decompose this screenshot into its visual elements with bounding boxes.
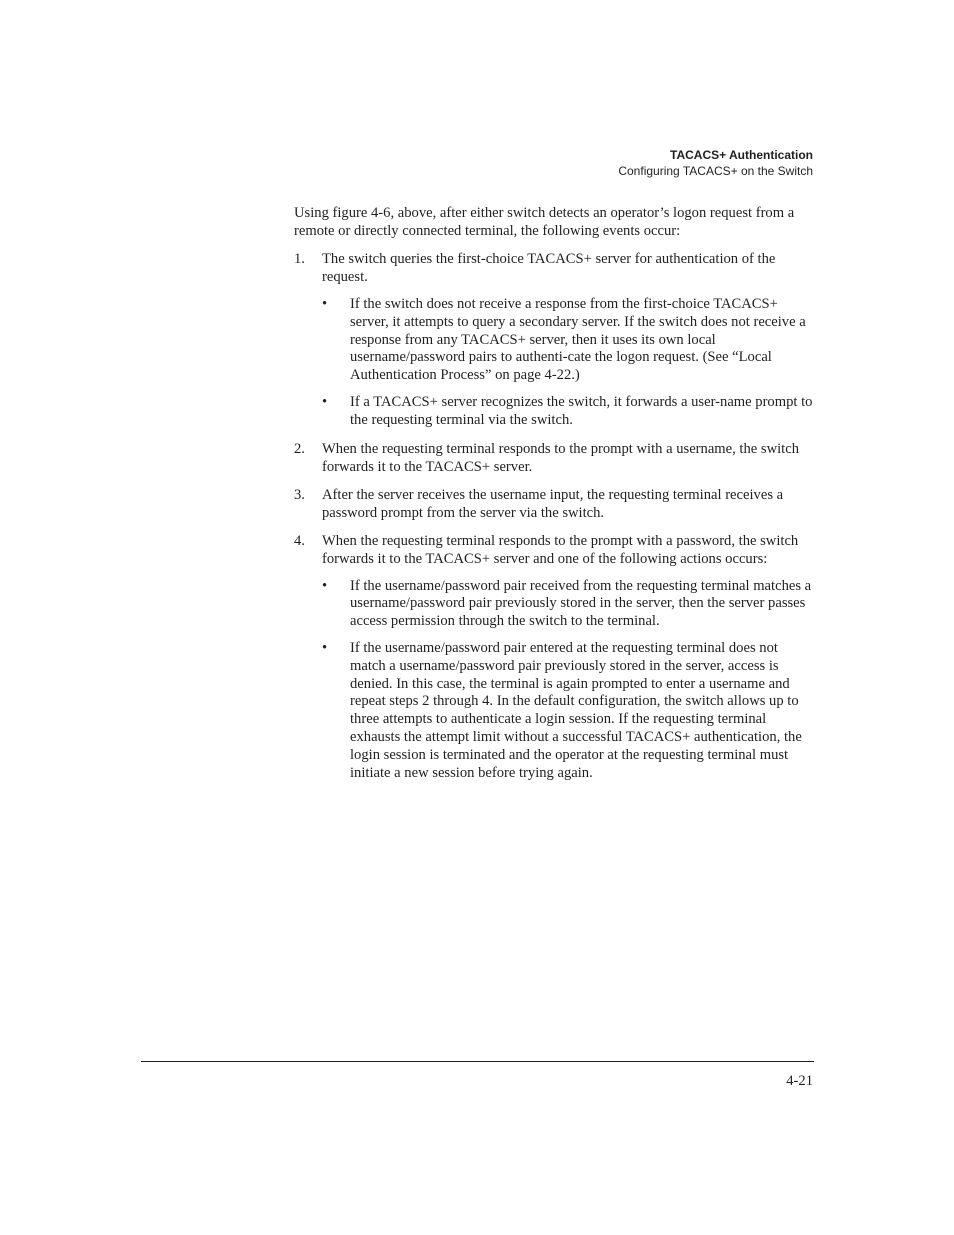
bullet-item [322,640,816,782]
step-text: When the requesting terminal responds to the prompt with a username, the switch forwards it to the TACACS+ server. [322,440,800,475]
step-text: When the requesting terminal responds to the prompt with a password, the switch forwards it to the TACACS+ server and one of the following actions occurs: [322,532,799,567]
bullet-item [322,296,816,385]
bullet-icon: • [322,577,328,594]
step-number: 3. [294,486,305,503]
step-4-bullets [322,578,816,783]
step-1-bullets [322,296,816,430]
bullet-text: If a TACACS+ server recognizes the switch, it forwards a user-name prompt to the requesting terminal via the switch. [350,393,813,428]
page-number: 4-21 [786,1073,813,1089]
header-section-title: Configuring TACACS+ on the Switch [618,164,813,178]
footer-divider [141,1061,814,1062]
header-chapter-title: TACACS+ Authentication [670,148,813,162]
step-text: After the server receives the username input, the requesting terminal receives a password prompt from the server via the switch. [322,486,784,521]
step-3 [294,486,816,522]
bullet-item [322,394,816,430]
step-4 [294,532,816,783]
step-number: 1. [294,251,305,267]
intro-paragraph: Using figure 4-6, above, after either switch detects an operator’s logon request from a remote or directly connected terminal, the following events occur: [294,205,795,239]
step-2 [294,440,816,476]
bullet-icon: • [322,393,328,410]
body-content [294,204,816,792]
bullet-icon: • [322,296,328,312]
step-number: 2. [294,440,305,457]
step-1 [294,250,816,430]
bullet-text: If the username/password pair received from the requesting terminal matches a username/password pair previously stored in the server, then the server passes access permission through the switch to the terminal. [350,577,812,630]
step-text: The switch queries the first-choice TACACS+ server for authentication of the request. [322,251,776,285]
running-header [618,147,813,179]
bullet-item [322,578,816,631]
step-number: 4. [294,532,305,549]
bullet-text: If the username/password pair entered at the requesting terminal does not match a username/password pair previously stored in the server, access is denied. In this case, the terminal is again prompted to enter a username and repeat steps 2 through 4. In the default configuration, the switch allows up to three attempts to authenticate a login session. If the requesting terminal exhausts the attempt limit without a successful TACACS+ authentication, the login session is terminated and the operator at the requesting terminal must initiate a new session before trying again. [350,639,802,781]
bullet-text: If the switch does not receive a response from the first-choice TACACS+ server, it attempts to query a secondary server. If the switch does not receive a response from any TACACS+ server, then it uses its own local username/password pairs to authenti-cate the logon request. (See “Local Authentication Process” on page 4-22.) [350,296,806,384]
bullet-icon: • [322,639,328,656]
event-steps-list [294,250,816,782]
